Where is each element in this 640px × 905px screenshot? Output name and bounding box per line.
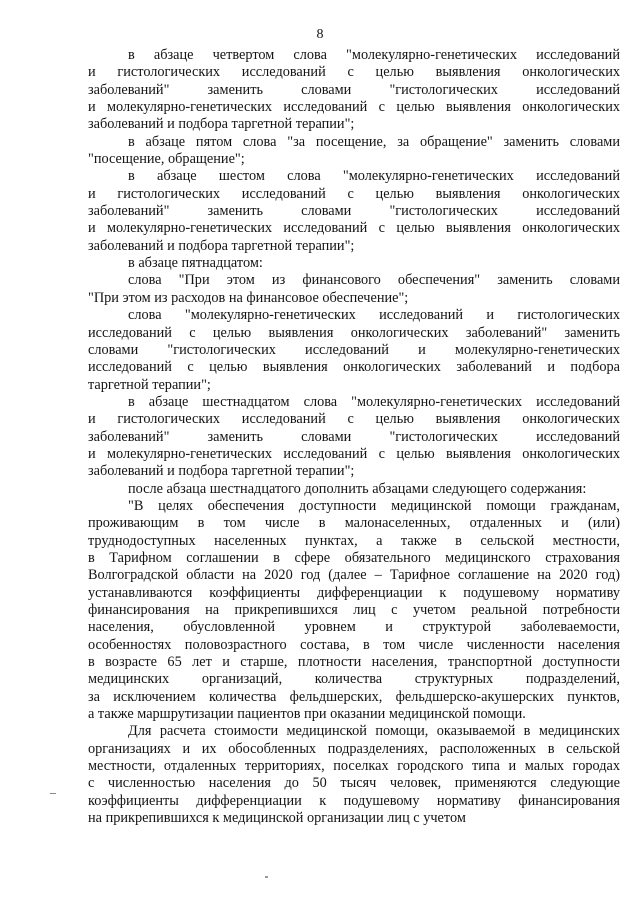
scan-speck (265, 876, 268, 878)
text-line: исследований с целью выявления онкологических заболеваний и подбора (88, 359, 620, 376)
text-line: слова "При этом из финансового обеспечения" заменить словами (128, 272, 620, 289)
text-line: после абзаца шестнадцатого дополнить абзацами следующего содержания: (128, 480, 587, 497)
text-line: "В целях обеспечения доступности медицинской помощи гражданам, (128, 497, 620, 514)
text-line: в возрасте 65 лет и старше, плотности населения, транспортной доступности (88, 654, 620, 671)
text-line: проживающим в том числе в малонаселенных, отдаленных и (или) (88, 515, 620, 532)
paragraph-p1 (88, 47, 620, 134)
text-line: устанавливаются коэффициенты дифференциации к подушевому нормативу (88, 584, 620, 601)
text-line: и молекулярно-генетических исследований с целью выявления онкологических (88, 220, 620, 237)
paragraph-p4 (88, 255, 620, 272)
text-line: Волгоградской области на 2020 год (далее – Тарифное соглашение на 2020 год) (88, 567, 620, 584)
text-line: заболеваний и подбора таргетной терапии"; (88, 237, 355, 254)
text-line: в Тарифном соглашении в сфере обязательного медицинского страхования (88, 549, 620, 566)
text-line: "При этом из расходов на финансовое обеспечение"; (88, 289, 409, 306)
text-line: заболеваний и подбора таргетной терапии"; (88, 463, 355, 480)
paragraph-p7 (88, 394, 620, 481)
text-line: в абзаце шестнадцатом слова "молекулярно-генетических исследований (128, 393, 620, 410)
text-line: и молекулярно-генетических исследований с целью выявления онкологических (88, 445, 620, 462)
text-line: труднодоступных населенных пунктах, а также в сельской местности, (88, 532, 620, 549)
text-line: и гистологических исследований с целью выявления онкологических (88, 411, 620, 428)
text-line: Для расчета стоимости медицинской помощи, оказываемой в медицинских (128, 723, 620, 740)
text-line: медицинских организаций, количества структурных подразделений, (88, 671, 620, 688)
paragraph-p3 (88, 168, 620, 255)
text-line: заболеваний" заменить словами "гистологических исследований (88, 203, 620, 220)
paragraph-p8 (88, 481, 620, 498)
text-line: коэффициенты дифференциации к подушевому нормативу финансирования (88, 792, 620, 809)
margin-mark (50, 793, 56, 794)
paragraph-p6 (88, 307, 620, 394)
text-line: заболеваний" заменить словами "гистологических исследований (88, 81, 620, 98)
text-line: заболеваний и подбора таргетной терапии"; (88, 116, 355, 133)
text-line: с численностью населения до 50 тысяч человек, применяются следующие (88, 775, 620, 792)
text-line: исследований с целью выявления онкологических заболеваний" заменить (88, 324, 620, 341)
text-line: местности, отдаленных территориях, поселках городского типа и малых городах (88, 758, 620, 775)
text-line: таргетной терапии"; (88, 376, 211, 393)
text-line: а также маршрутизации пациентов при оказании медицинской помощи. (88, 706, 526, 723)
text-line: в абзаце четвертом слова "молекулярно-генетических исследований (128, 47, 620, 63)
text-line: слова "молекулярно-генетических исследований и гистологических (128, 307, 620, 324)
text-line: финансирования на прикрепившихся лиц с учетом реальной потребности (88, 602, 620, 618)
text-line: словами "гистологических исследований и молекулярно-генетических (88, 341, 620, 358)
text-line: особенностях половозрастного состава, в том числе численности населения (88, 636, 620, 653)
text-line: и молекулярно-генетических исследований с целью выявления онкологических (88, 99, 620, 116)
text-line: на прикрепившихся к медицинской организации лиц с учетом (88, 810, 466, 827)
text-line: в абзаце пятом слова "за посещение, за обращение" заменить словами (128, 133, 620, 150)
text-line: организациях и их обособленных подразделениях, расположенных в сельской (88, 740, 620, 757)
page-number: 8 (316, 27, 324, 42)
paragraph-p2 (88, 134, 620, 169)
text-line: за исключением количества фельдшерских, фельдшерско-акушерских пунктов, (88, 688, 620, 705)
text-line: и гистологических исследований с целью выявления онкологических (88, 64, 620, 81)
document-body (88, 47, 620, 827)
text-line: в абзаце шестом слова "молекулярно-генетических исследований (128, 168, 620, 185)
text-line: "посещение, обращение"; (88, 151, 245, 168)
text-line: населения, обусловленной уровнем и структурой заболеваемости, (88, 619, 620, 636)
paragraph-p5 (88, 272, 620, 307)
text-line: и гистологических исследований с целью выявления онкологических (88, 185, 620, 202)
text-line: в абзаце пятнадцатом: (128, 255, 263, 272)
text-line: заболеваний" заменить словами "гистологических исследований (88, 428, 620, 445)
paragraph-p10 (88, 723, 620, 827)
paragraph-p9 (88, 498, 620, 723)
